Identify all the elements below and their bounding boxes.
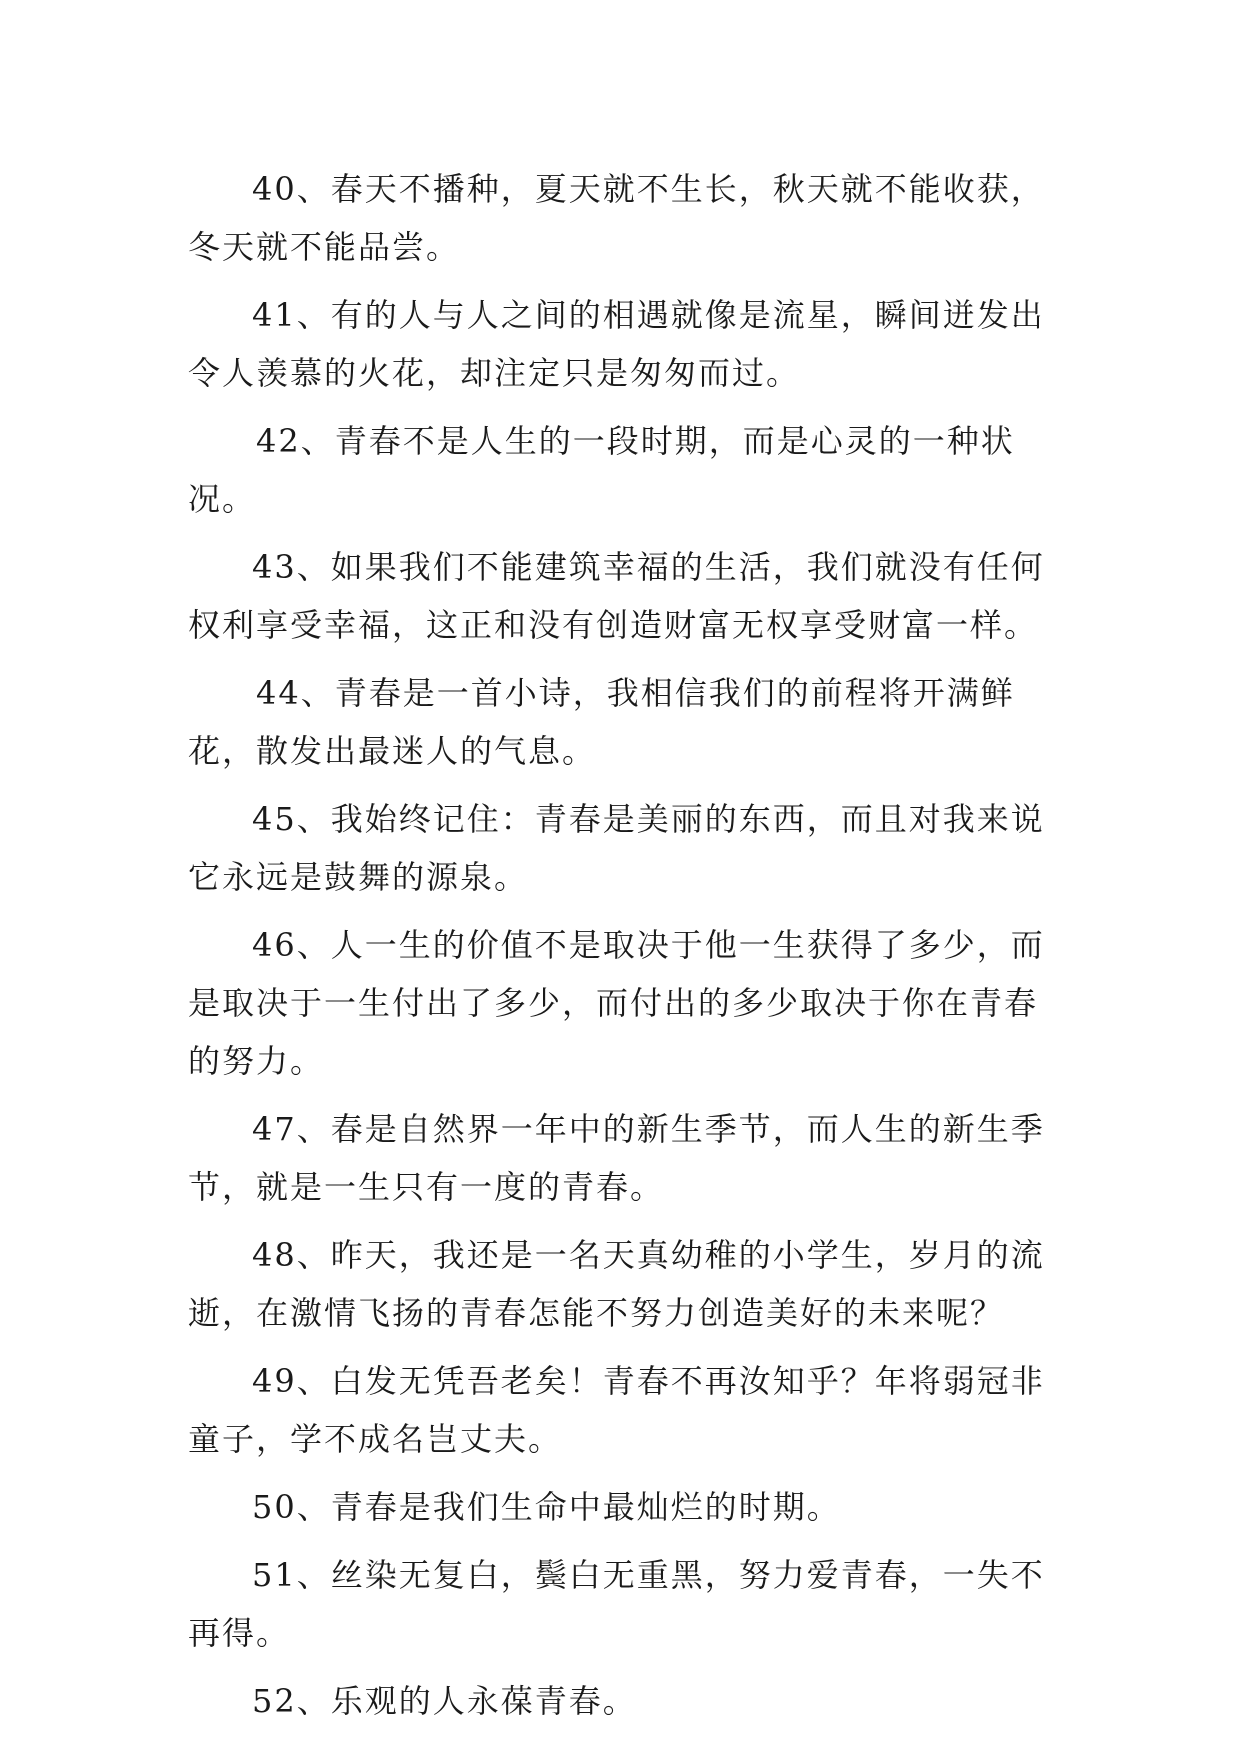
paragraph-46: 46、人一生的价值不是取决于他一生获得了多少，而是取决于一生付出了多少，而付出的多少取决于你在青春的努力。 — [188, 926, 1045, 1080]
paragraph-42: 42、青春不是人生的一段时期，而是心灵的一种状况。 — [188, 422, 1015, 518]
paragraph-47: 47、春是自然界一年中的新生季节，而人生的新生季节，就是一生只有一度的青春。 — [188, 1110, 1045, 1206]
paragraph-41: 41、有的人与人之间的相遇就像是流星，瞬间迸发出令人羡慕的火花，却注定只是匆匆而过。 — [188, 296, 1045, 392]
paragraph-40: 40、春天不播种，夏天就不生长，秋天就不能收获，冬天就不能品尝。 — [188, 170, 1045, 266]
paragraph-48: 48、昨天，我还是一名天真幼稚的小学生，岁月的流逝，在激情飞扬的青春怎能不努力创造美好的未来呢？ — [188, 1236, 1045, 1332]
paragraph-49: 49、白发无凭吾老矣！青春不再汝知乎？年将弱冠非童子，学不成名岂丈夫。 — [188, 1362, 1045, 1458]
paragraph-44: 44、青春是一首小诗，我相信我们的前程将开满鲜花，散发出最迷人的气息。 — [188, 674, 1015, 770]
paragraph-52: 52、乐观的人永葆青春。 — [252, 1682, 637, 1720]
paragraph-43: 43、如果我们不能建筑幸福的生活，我们就没有任何权利享受幸福，这正和没有创造财富无权享受财富一样。 — [188, 548, 1045, 644]
paragraph-51: 51、丝染无复白，鬓白无重黑，努力爱青春，一失不再得。 — [188, 1556, 1045, 1652]
document-body — [188, 160, 1058, 1740]
paragraph-50: 50、青春是我们生命中最灿烂的时期。 — [252, 1488, 841, 1526]
paragraph-45: 45、我始终记住：青春是美丽的东西，而且对我来说它永远是鼓舞的源泉。 — [188, 800, 1045, 896]
